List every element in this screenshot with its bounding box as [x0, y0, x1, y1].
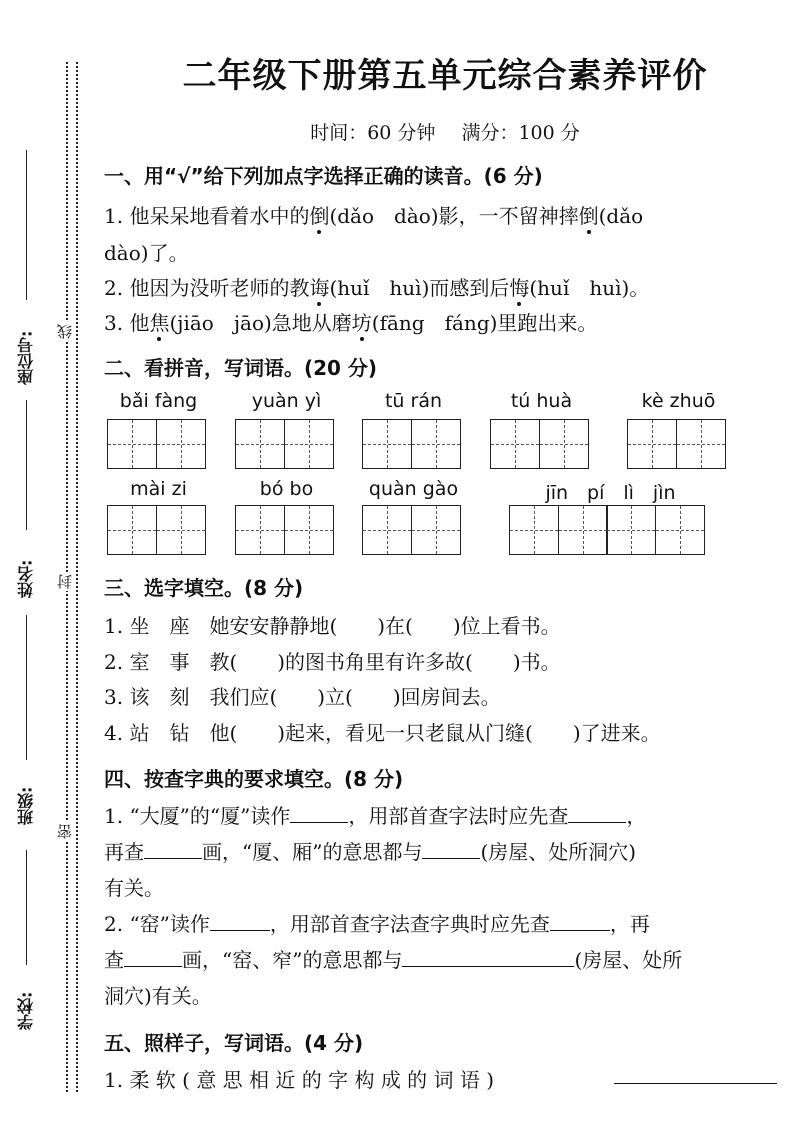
writing-grid[interactable]: [107, 419, 206, 469]
dotted-char: 焦: [149, 311, 170, 335]
grid-cell[interactable]: [235, 505, 285, 555]
pinyin-label: yuàn yì: [251, 390, 322, 412]
section-3-heading: 三、选字填空。(8 分): [104, 576, 304, 600]
grid-cell[interactable]: [676, 419, 726, 469]
s4-question-1-line2: 再查 画，“厦、厢”的意思都与 (房屋、处所洞穴): [104, 840, 637, 864]
s4-question-1: 1. “大厦”的“厦”读作 ，用部首查字法时应先查 ，: [104, 804, 647, 828]
pinyin-label: bǎi fàng: [119, 390, 198, 412]
grid-cell[interactable]: [655, 505, 705, 555]
seal-mark-mi: 密: [56, 824, 74, 839]
grid-cell[interactable]: [490, 419, 540, 469]
s1-question-1-cont: dào)了。: [104, 241, 189, 265]
grid-cell[interactable]: [156, 419, 206, 469]
class-label: 班级:: [16, 786, 36, 825]
grid-cell[interactable]: [627, 419, 677, 469]
section-1-heading: 一、用“√”给下列加点字选择正确的读音。(6 分): [104, 164, 543, 188]
s3-question-4: 4. 站 钻 他( )起来，看见一只老鼠从门缝( )了进来。: [104, 721, 661, 745]
name-underline: [26, 400, 27, 530]
s4-question-1-line3: 有关。: [104, 876, 164, 900]
grid-cell[interactable]: [362, 419, 412, 469]
name-label: 姓名:: [16, 559, 36, 598]
pinyin-label: bó bo: [259, 478, 314, 500]
writing-grid[interactable]: [235, 419, 334, 469]
writing-grid[interactable]: [362, 419, 461, 469]
writing-grid[interactable]: [627, 419, 726, 469]
s1-question-2: 2. 他因为没听老师的教诲(huǐ huì)而感到后悔(huǐ huì)。: [104, 276, 650, 300]
grid-cell[interactable]: [107, 505, 157, 555]
blank[interactable]: [124, 948, 182, 967]
grid-cell[interactable]: [606, 505, 656, 555]
grid-cell[interactable]: [284, 505, 334, 555]
class-underline: [26, 615, 27, 760]
s1-question-3: 3. 他焦(jiāo jāo)急地从磨坊(fāng fáng)里跑出来。: [104, 311, 598, 335]
dotted-char: 诲: [309, 276, 330, 300]
writing-grid[interactable]: [362, 505, 461, 555]
s3-question-2: 2. 室 事 教( )的图书角里有许多故( )书。: [104, 650, 561, 674]
s5-question-1: 1. 柔 软 ( 意 思 相 近 的 字 构 成 的 词 语 ): [104, 1068, 495, 1092]
pinyin-label: quàn gào: [368, 478, 459, 500]
seal-mark-xian: 线: [56, 324, 74, 339]
writing-grid[interactable]: [509, 505, 705, 555]
school-underline: [26, 850, 27, 965]
pinyin-label: kè zhuō: [641, 390, 716, 412]
grid-cell[interactable]: [411, 505, 461, 555]
answer-blank[interactable]: [614, 1083, 777, 1084]
s3-question-3: 3. 该 刻 我们应( )立( )回房间去。: [104, 685, 501, 709]
grid-cell[interactable]: [284, 419, 334, 469]
time-limit: 时间：60 分钟: [310, 122, 436, 144]
page-title: 二年级下册第五单元综合素养评价: [182, 56, 708, 96]
s1-question-1: 1. 他呆呆地看着水中的倒(dǎo dào)影，一不留神摔倒(dǎo: [104, 204, 644, 228]
dotted-char: 倒: [578, 204, 599, 228]
section-4-heading: 四、按查字典的要求填空。(8 分): [104, 767, 404, 791]
grid-cell[interactable]: [411, 419, 461, 469]
grid-cell[interactable]: [558, 505, 608, 555]
blank[interactable]: [422, 840, 480, 859]
grid-cell[interactable]: [156, 505, 206, 555]
s4-question-2-line3: 洞穴)有关。: [104, 984, 212, 1008]
pinyin-label: tū rán: [384, 390, 443, 412]
school-label: 学校:: [16, 991, 36, 1030]
pinyin-label: jīn pí lì jìn: [545, 482, 676, 504]
blank[interactable]: [290, 804, 348, 823]
blank[interactable]: [550, 912, 610, 931]
grid-cell[interactable]: [235, 419, 285, 469]
seal-mark-feng: 封: [56, 574, 74, 589]
grid-cell[interactable]: [539, 419, 589, 469]
full-score: 满分：100 分: [461, 122, 580, 144]
s4-question-2: 2. “窑”读作 ，用部首查字法查字典时应先查 ，再: [104, 912, 650, 936]
binding-margin: [0, 0, 90, 1132]
grid-cell[interactable]: [107, 419, 157, 469]
writing-grid[interactable]: [107, 505, 206, 555]
dotted-char: 悔: [509, 276, 530, 300]
pinyin-label: mài zi: [130, 478, 187, 500]
s4-question-2-line2: 查 画，“窑、窄”的意思都与 (房屋、处所: [104, 948, 683, 972]
seat-underline: [26, 150, 27, 300]
exam-info: [90, 118, 800, 145]
pinyin-label: tú huà: [510, 390, 573, 412]
dotted-char: 倒: [309, 204, 330, 228]
dotted-cut-line: [76, 62, 78, 1092]
section-2-heading: 二、看拼音，写词语。(20 分): [104, 356, 378, 380]
section-5-heading: 五、照样子，写词语。(4 分): [104, 1031, 364, 1055]
writing-grid[interactable]: [490, 419, 589, 469]
seat-number-label: 座位号:: [16, 330, 36, 385]
blank[interactable]: [402, 948, 574, 967]
writing-grid[interactable]: [235, 505, 334, 555]
s3-question-1: 1. 坐 座 她安安静静地( )在( )位上看书。: [104, 614, 561, 638]
blank[interactable]: [568, 804, 626, 823]
blank[interactable]: [210, 912, 270, 931]
blank[interactable]: [144, 840, 202, 859]
dotted-char: 坊: [351, 311, 372, 335]
grid-cell[interactable]: [362, 505, 412, 555]
grid-cell[interactable]: [509, 505, 559, 555]
